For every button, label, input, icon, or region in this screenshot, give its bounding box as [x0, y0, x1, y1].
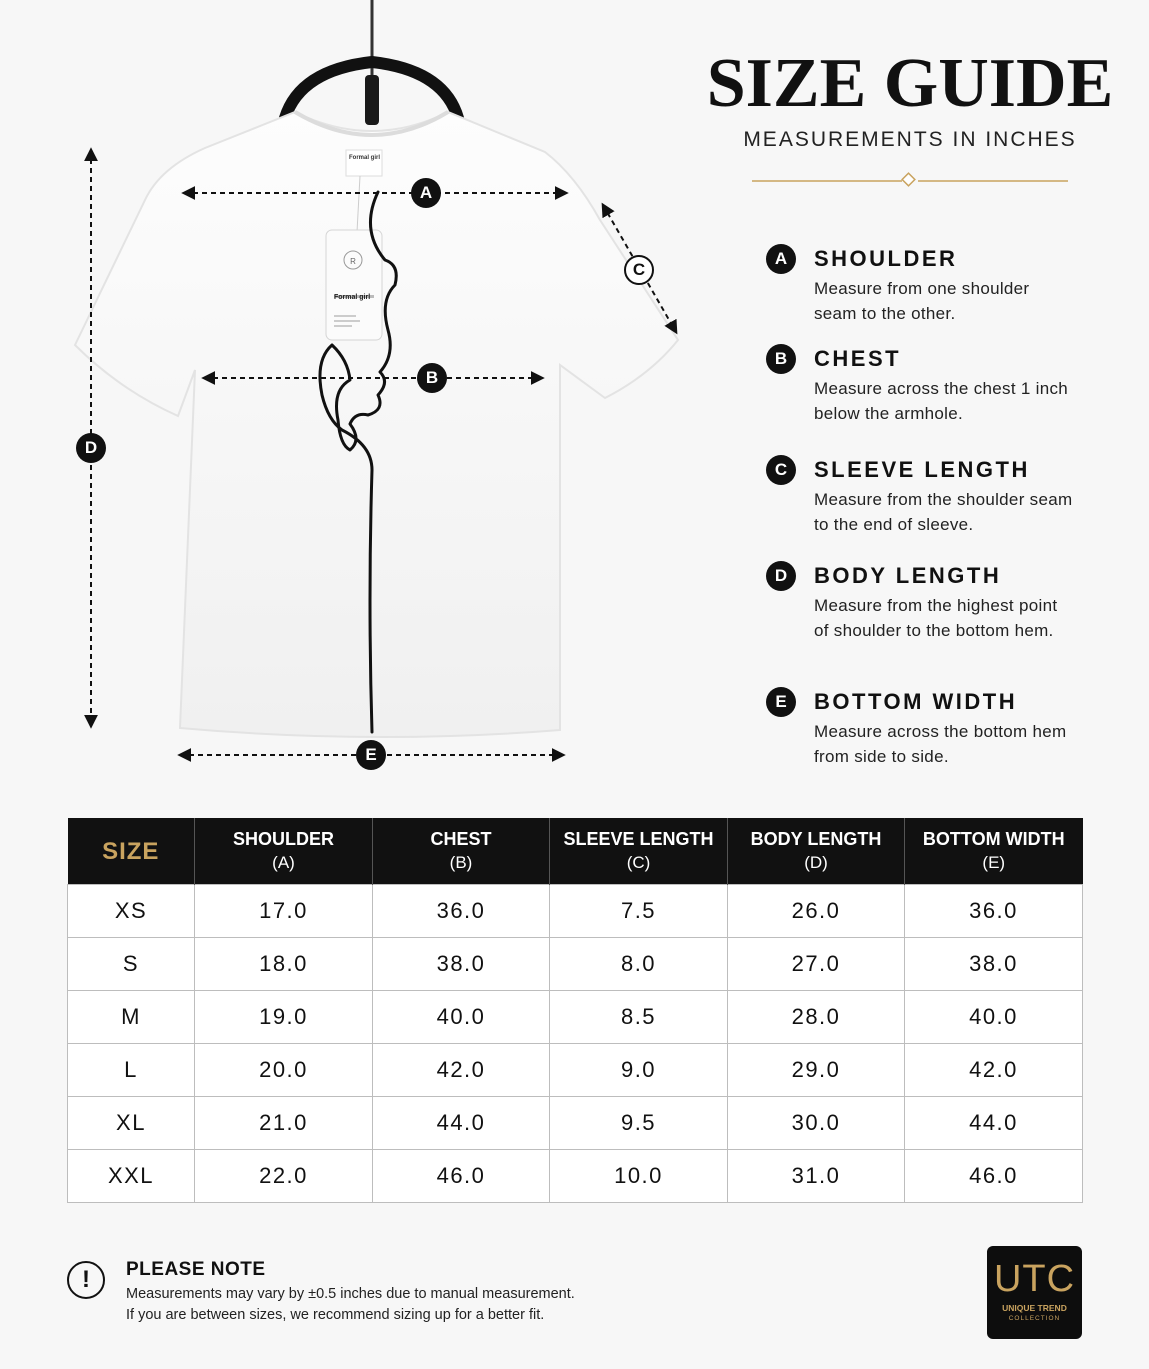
note-text-2: If you are between sizes, we recommend sizing up for a better fit.	[126, 1307, 545, 1323]
table-row	[68, 991, 1083, 1044]
legend-desc-bottom-width: Measure across the bottom hem from side to side.	[814, 722, 1067, 766]
note-title: PLEASE NOTE	[126, 1259, 266, 1280]
svg-text:R: R	[350, 257, 356, 266]
marker-a: A	[411, 178, 441, 208]
brand-logo	[987, 1246, 1082, 1339]
legend-badge-e: E	[766, 687, 796, 717]
legend-name-chest: CHEST	[814, 346, 902, 371]
table-cell: 28.0	[728, 991, 905, 1044]
column-header-label: SLEEVE LENGTH	[563, 829, 714, 849]
table-cell: 8.5	[550, 991, 728, 1044]
marker-e: E	[356, 740, 386, 770]
marker-b: B	[417, 363, 447, 393]
legend-name-bottom-width: BOTTOM WIDTH	[814, 689, 1018, 714]
table-row	[68, 938, 1083, 991]
table-cell: 30.0	[728, 1097, 905, 1150]
logo-text-2: COLLECTION	[1008, 1315, 1061, 1322]
tshirt-drawing	[0, 0, 720, 790]
table-cell-size: S	[68, 938, 195, 991]
table-cell-size: XS	[68, 885, 195, 938]
table-row	[68, 885, 1083, 938]
table-cell: 21.0	[195, 1097, 373, 1150]
tshirt-body	[75, 112, 678, 737]
column-header-label: SIZE	[102, 837, 160, 865]
legend-desc-shoulder: Measure from one shoulder seam to the other.	[814, 279, 1030, 323]
hanger	[285, 0, 458, 125]
table-cell: 38.0	[905, 938, 1083, 991]
table-cell-size: L	[68, 1044, 195, 1097]
table-cell: 46.0	[905, 1150, 1083, 1203]
column-header-sub: (D)	[804, 853, 828, 872]
column-header-sub: (B)	[449, 853, 473, 872]
table-cell: 40.0	[905, 991, 1083, 1044]
size-table	[67, 818, 1083, 1203]
column-header-body-length	[728, 818, 905, 885]
legend-badge-d: D	[766, 561, 796, 591]
table-cell: 18.0	[195, 938, 373, 991]
table-cell: 8.0	[550, 938, 728, 991]
table-cell: 46.0	[373, 1150, 550, 1203]
tshirt-illustration	[0, 0, 720, 790]
legend-badge-b: B	[766, 344, 796, 374]
table-cell: 26.0	[728, 885, 905, 938]
column-header-sub: (C)	[626, 853, 651, 872]
table-header-row	[68, 818, 1083, 885]
table-cell: 22.0	[195, 1150, 373, 1203]
table-cell: 17.0	[195, 885, 373, 938]
column-header-chest	[373, 818, 550, 885]
legend-name-body-length: BODY LENGTH	[814, 563, 1002, 588]
table-cell-size: XXL	[68, 1150, 195, 1203]
table-cell: 7.5	[550, 885, 728, 938]
legend-badge-a: A	[766, 244, 796, 274]
marker-d: D	[76, 433, 106, 463]
hangtag-brand: Formal girl	[334, 294, 371, 301]
table-cell: 36.0	[373, 885, 550, 938]
page-title: SIZE GUIDE	[706, 45, 1114, 122]
table-row	[68, 1044, 1083, 1097]
legend-badge-c: C	[766, 455, 796, 485]
column-header-label: BOTTOM WIDTH	[922, 829, 1065, 849]
legend-desc-chest: Measure across the chest 1 inch below the armhole.	[814, 379, 1069, 423]
table-cell: 10.0	[550, 1150, 728, 1203]
table-cell: 42.0	[905, 1044, 1083, 1097]
table-cell: 44.0	[905, 1097, 1083, 1150]
table-cell: 20.0	[195, 1044, 373, 1097]
column-header-sub: (A)	[272, 853, 295, 872]
table-row	[68, 1097, 1083, 1150]
logo-text-1: UNIQUE TREND	[1002, 1303, 1067, 1313]
table-cell-size: M	[68, 991, 195, 1044]
page-subtitle: MEASUREMENTS IN INCHES	[743, 128, 1077, 151]
column-header-sleeve-length	[550, 818, 728, 885]
column-header-size	[68, 818, 195, 885]
legend-desc-body-length: Measure from the highest point of shoulder to the bottom hem.	[814, 596, 1058, 640]
table-cell: 9.5	[550, 1097, 728, 1150]
marker-c: C	[624, 255, 654, 285]
table-cell: 38.0	[373, 938, 550, 991]
column-header-sub: (E)	[982, 853, 1006, 872]
table-cell: 40.0	[373, 991, 550, 1044]
legend-desc-sleeve-length: Measure from the shoulder seam to the end of sleeve.	[814, 490, 1073, 534]
legend-name-shoulder: SHOULDER	[814, 246, 958, 271]
column-header-label: SHOULDER	[232, 829, 334, 849]
table-cell: 44.0	[373, 1097, 550, 1150]
ornament-divider	[752, 172, 1068, 190]
column-header-label: CHEST	[430, 829, 492, 849]
table-cell: 27.0	[728, 938, 905, 991]
table-cell-size: XL	[68, 1097, 195, 1150]
column-header-label: BODY LENGTH	[750, 829, 882, 849]
table-row	[68, 1150, 1083, 1203]
note-text-1: Measurements may vary by ±0.5 inches due to manual measurement.	[126, 1286, 575, 1302]
neck-label-brand: Formal girl	[349, 155, 381, 161]
table-cell: 31.0	[728, 1150, 905, 1203]
logo-mark: UTC	[993, 1258, 1076, 1300]
column-header-bottom-width	[905, 818, 1083, 885]
legend-name-sleeve-length: SLEEVE LENGTH	[814, 457, 1030, 482]
table-cell: 36.0	[905, 885, 1083, 938]
table-cell: 19.0	[195, 991, 373, 1044]
table-cell: 29.0	[728, 1044, 905, 1097]
column-header-shoulder	[195, 818, 373, 885]
table-cell: 9.0	[550, 1044, 728, 1097]
exclamation-icon: !	[67, 1261, 105, 1299]
table-cell: 42.0	[373, 1044, 550, 1097]
